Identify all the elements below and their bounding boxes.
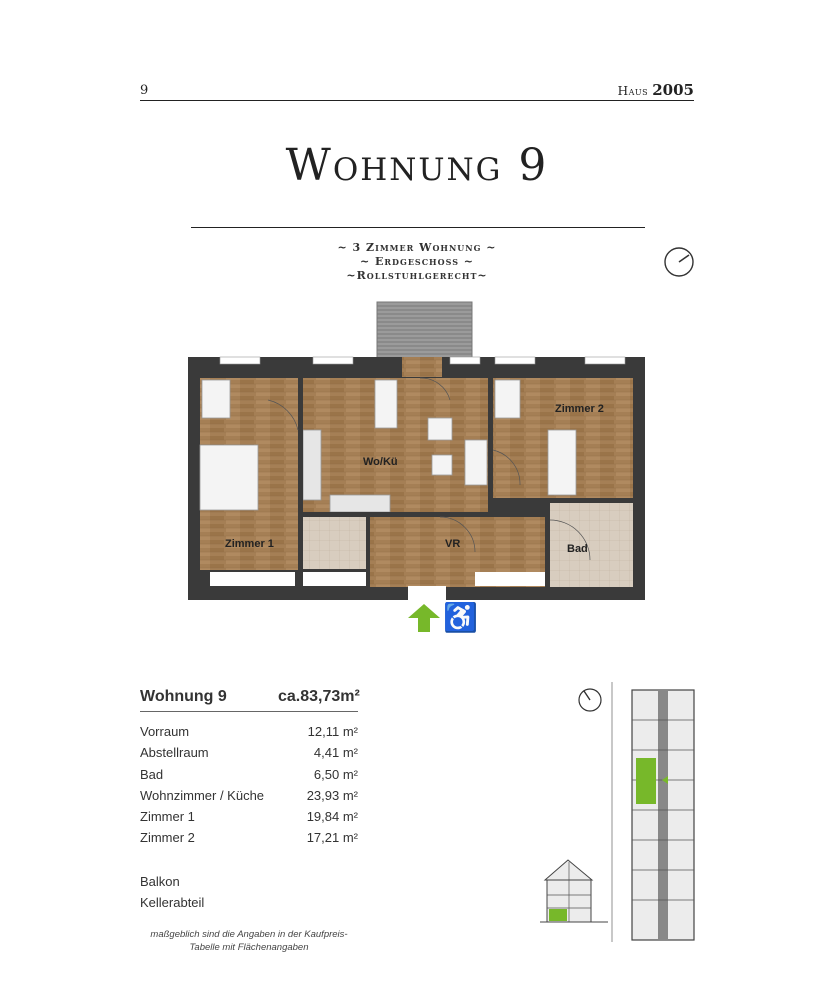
table-row [140, 785, 358, 806]
kitchen-row [303, 430, 321, 500]
bad-floor [550, 503, 633, 587]
room-label-wokue: Wo/Kü [363, 456, 398, 468]
row-area: 6,50 m² [313, 766, 358, 782]
haus-word: Haus [617, 84, 649, 98]
table-title: Wohnung 9 [140, 688, 227, 705]
row-area: 17,21 m² [306, 830, 358, 846]
building-overview [540, 680, 700, 950]
dining-table [375, 380, 397, 428]
table-row [140, 742, 358, 763]
room-label-vr: VR [445, 538, 461, 550]
room-label-zimmer2: Zimmer 2 [555, 403, 604, 415]
entrance-opening [408, 586, 446, 600]
row-name: Zimmer 1 [140, 809, 195, 825]
bed [200, 445, 258, 510]
title-divider [191, 227, 645, 228]
abstellraum-floor [303, 517, 366, 569]
area-table [140, 721, 358, 849]
page-title: Wohnung 9 [285, 140, 549, 191]
subtitle-wheelchair: ~Rollstuhlgerecht~ [346, 269, 488, 282]
extra-balkon: Balkon [140, 874, 180, 889]
row-area: 4,41 m² [313, 745, 358, 761]
entrance-arrow-icon [408, 604, 440, 632]
row-area: 23,93 m² [306, 787, 358, 803]
subtitle-rooms: ~ 3 Zimmer Wohnung ~ [337, 241, 497, 254]
compass-icon [663, 246, 695, 278]
row-name: Abstellraum [140, 745, 209, 761]
row-area: 19,84 m² [306, 809, 358, 825]
row-name: Zimmer 2 [140, 830, 195, 846]
haus-label [618, 81, 694, 99]
floor-plan [180, 300, 650, 605]
extra-kellerabteil: Kellerabteil [140, 895, 205, 910]
table-row [140, 806, 358, 827]
row-name: Vorraum [140, 724, 190, 739]
table-total-area: ca.83,73m² [278, 688, 360, 705]
room-label-bad: Bad [567, 543, 588, 555]
house-elevation [540, 860, 608, 922]
note-line-1: maßgeblich sind die Angaben in der Kaufpreis- [150, 929, 348, 940]
table-row [140, 827, 358, 848]
table-row [140, 764, 358, 785]
row-name: Wohnzimmer / Küche [140, 787, 265, 803]
disclaimer-note [140, 928, 358, 954]
row-area: 12,11 m² [307, 724, 358, 739]
balcony [377, 302, 472, 358]
header-divider [140, 100, 694, 101]
row-name: Bad [140, 766, 164, 782]
page-number: 9 [140, 83, 149, 98]
compass-icon [579, 689, 601, 711]
note-line-2: Tabelle mit Flächenangaben [189, 942, 309, 953]
room-label-zimmer1: Zimmer 1 [225, 538, 274, 550]
highlighted-unit [636, 758, 656, 804]
table-divider [140, 711, 358, 712]
subtitle-floor: ~ Erdgeschoss ~ [359, 255, 475, 268]
haus-number: 2005 [652, 81, 694, 99]
table-row [140, 721, 358, 742]
wheelchair-icon: ♿ [443, 602, 478, 633]
